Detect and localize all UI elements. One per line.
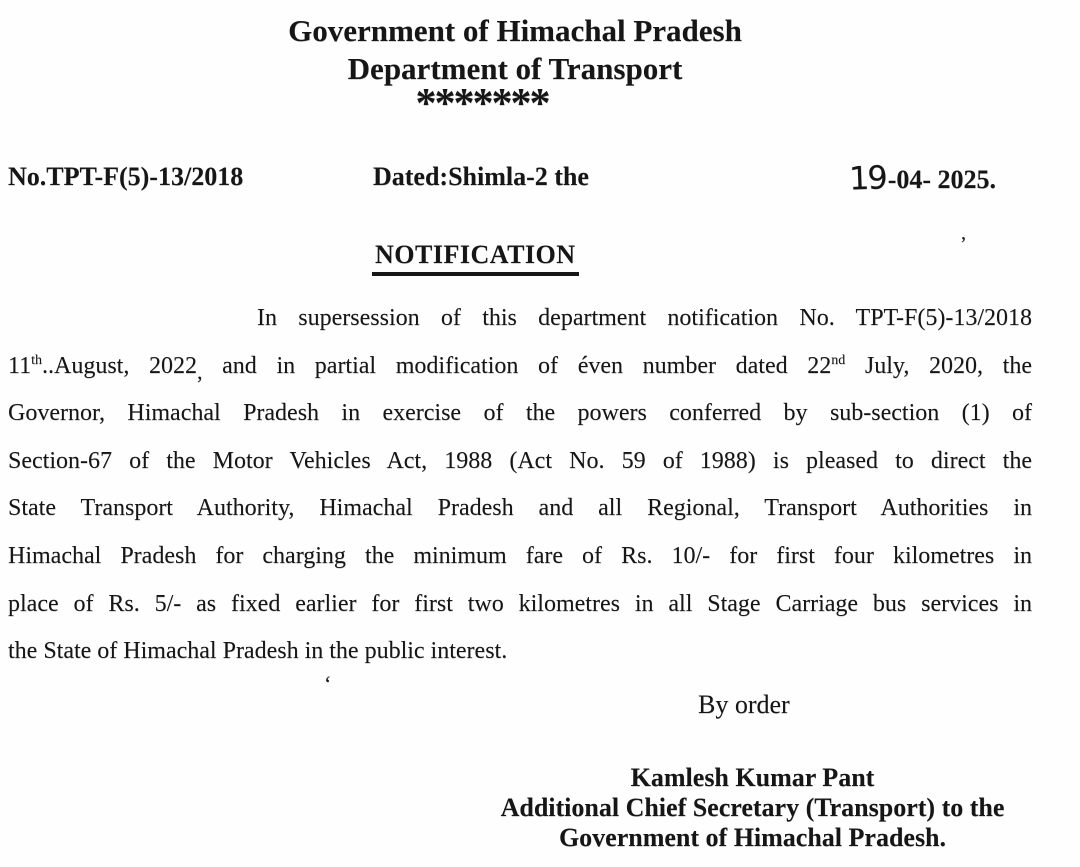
body-line: place of Rs. 5/- as fixed earlier for first two kilometres in all Stage Carriage bus services in [8, 590, 1032, 617]
signatory-name: Kamlesh Kumar Pant [630, 763, 875, 792]
body-line: Governor, Himachal Pradesh in exercise of the powers conferred by sub-section (1) of [8, 400, 1032, 427]
notification-body [8, 295, 1032, 676]
body-line: In supersession of this department notification No. TPT-F(5)-13/2018 [257, 305, 1032, 331]
stray-scan-mark-top: ’ [960, 233, 967, 255]
stray-scan-mark-bottom: ‘ [324, 671, 332, 696]
signatory-organization: Government of Himachal Pradesh. [558, 823, 947, 852]
signature-block [430, 763, 1075, 853]
signatory-designation: Additional Chief Secretary (Transport) to the [500, 793, 1005, 822]
dated-place-label: Dated:Shimla-2 the [373, 162, 589, 191]
by-order-label: By order [698, 690, 790, 719]
superscript-th: th [31, 352, 42, 368]
printed-date: -04- 2025. [887, 165, 997, 194]
department-title: Department of Transport [347, 51, 683, 86]
body-line: State Transport Authority, Himachal Pradesh and all Regional, Transport Authorities in [8, 495, 1032, 522]
notification-heading: NOTIFICATION [372, 240, 579, 276]
body-line: the State of Himachal Pradesh in the public interest. [8, 638, 508, 665]
reference-number: No.TPT-F(5)-13/2018 [8, 162, 244, 191]
handwritten-day: 19 [848, 158, 887, 198]
body-line: Himachal Pradesh for charging the minimum fare of Rs. 10/- for first four kilometres in [8, 542, 1032, 569]
date-value [849, 158, 996, 196]
stray-comma-mark: , [197, 358, 203, 384]
body-line [8, 343, 1032, 391]
body-text: and in partial modification of éven number dated 22 [202, 352, 832, 379]
body-text: July, 2020, the [845, 352, 1032, 379]
body-text: 11 [8, 352, 32, 379]
government-title: Government of Himachal Pradesh [288, 13, 742, 48]
superscript-nd: nd [831, 352, 846, 368]
body-line: Section-67 of the Motor Vehicles Act, 1988 (Act No. 59 of 1988) is pleased to direct the [8, 447, 1032, 474]
separator-stars: ******* [415, 81, 549, 127]
document-header [0, 12, 1030, 88]
body-text: ..August, 2022 [42, 352, 197, 379]
